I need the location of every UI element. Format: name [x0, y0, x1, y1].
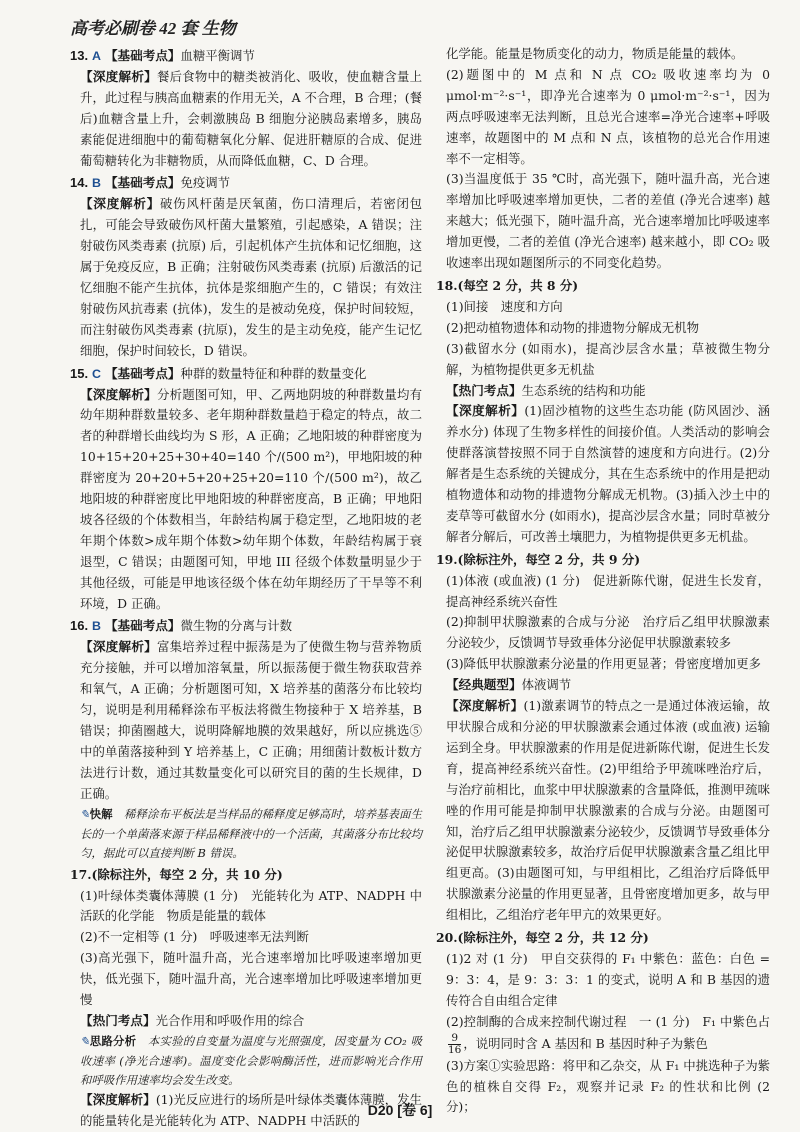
- q14-number: 14.: [70, 175, 89, 191]
- q17-hot-topic-text: 光合作用和呼吸作用的综合: [155, 1012, 305, 1028]
- q13-analysis-label: 【深度解析】: [80, 69, 158, 84]
- q13-number: 13.: [70, 48, 89, 63]
- q17-analysis-label: 【深度解析】: [80, 1092, 156, 1107]
- q20-answer-2: [436, 1012, 770, 1056]
- q20-fraction-denominator: 16: [448, 1043, 462, 1056]
- q16-tip-title: 快解: [89, 808, 113, 821]
- q14-analysis: [70, 194, 422, 361]
- q13-analysis: [70, 67, 422, 172]
- q16-answer: B: [92, 619, 101, 634]
- q15-analysis: [70, 385, 422, 615]
- q14-analysis-label: 【深度解析】: [80, 197, 161, 212]
- q18-answer-2: (2)把动植物遗体和动物的排遗物分解成无机物: [446, 319, 699, 335]
- q14-answer: B: [92, 176, 101, 191]
- page-footer: D20 [卷 6]: [367, 1102, 433, 1118]
- q14-analysis-text: 破伤风杆菌是厌氧菌，伤口清理后，若密闭包扎，可能会导致破伤风杆菌大量繁殖，引起感染，A 错误；注射破伤风类毒素 (抗原) 后，引起机体产生抗体和记忆细胞，这属于免疫反应，B 正确；注射破伤风类毒素 (抗原) 后激活的记忆细胞不能产生抗体，抗体是浆细胞产生的，C 错误；有效注射破伤风抗毒素 (抗体)，发生的是被动免疫，保护时间较短，而注射破伤风类毒素 (抗原)，发生的是主动免疫，能产生记忆细胞，保护时间较长，D 错误。: [80, 196, 423, 358]
- q19-heading: 19.(除标注外，每空 2 分，共 9 分): [436, 551, 641, 567]
- q13-topic: 血糖平衡调节: [180, 48, 255, 63]
- q16-tip-text: 稀释涂布平板法是当样品的稀释度足够高时，培养基表面生长的一个单菌落来源于样品稀释液中的一个活菌，其菌落分布比较均匀，据此可以直接判断 B 错误。: [80, 806, 422, 860]
- page-header: 高考必刷卷 42 套 生物: [70, 19, 236, 38]
- left-column: [70, 44, 422, 1132]
- q16-analysis-label: 【深度解析】: [80, 640, 158, 655]
- q18-analysis-text: (1)固沙植物的这些生态功能 (防风固沙、涵养水分) 体现了生物多样性的间接价值。人类活动的影响会使群落演替按照不同于自然演替的速度和方向进行。(2)分解者是生态系统的关键成分，其在生态系统中的作用是把动植物遗体和动物的排遗物分解成无机物。(3)插入沙土中的麦草等可截留水分 (如雨水)，提高沙层含水量；同时草被分解者分解后，可改善土壤肥力，为植物提供更多无机盐。: [446, 403, 771, 544]
- q19-classic-topic: [436, 675, 770, 696]
- q20-fraction-numerator: 9: [448, 1033, 461, 1045]
- q13-heading: [70, 46, 422, 67]
- q18-heading: 18.(每空 2 分，共 8 分): [436, 277, 579, 293]
- q18-hot-topic: [436, 381, 770, 402]
- q18-analysis-label: 【深度解析】: [446, 404, 525, 419]
- q16-topic: 微生物的分离与计数: [180, 618, 293, 634]
- q17-answer-1: (1)叶绿体类囊体薄膜 (1 分) 光能转化为 ATP、NADPH 中活跃的化学能 物质是能量的载体: [80, 887, 422, 924]
- q13-answer: A: [92, 49, 101, 63]
- q19-answer-2: (2)抑制甲状腺激素的合成与分泌 治疗后乙组甲状腺激素分泌较少，反馈调节导致垂体分泌促甲状腺激素较多: [446, 614, 770, 651]
- q15-analysis-label: 【深度解析】: [80, 387, 158, 402]
- q18-answer-3: (3)截留水分 (如雨水)，提高沙层含水量；草被微生物分解，为植物提供更多无机盐: [446, 340, 770, 377]
- q20-answer-3: (3)方案①实验思路：将甲和乙杂交，从 F₁ 中挑选种子为紫色的植株自交得 F₂，观察并记录 F₂ 的性状和比例 (2 分)；: [446, 1057, 770, 1115]
- q17-think-text: 本实验的自变量为温度与光照强度，因变量为 CO₂ 吸收速率 (净光合速率)。温度变化会影响酶活性，进而影响光合作用和呼吸作用速率均会发生改变。: [80, 1033, 422, 1087]
- q17-hot-topic: [70, 1011, 422, 1032]
- q15-answer: C: [92, 366, 101, 381]
- q19-answer-3: (3)降低甲状腺激素分泌量的作用更显著；骨密度增加更多: [446, 656, 761, 672]
- q17-answer-3: (3)高光强下，随叶温升高，光合速率增加比呼吸速率增加更快，低光强下，随叶温升高，光合速率增加比呼吸速率增加更慢: [80, 950, 422, 1008]
- q19-classic-topic-text: 体液调节: [521, 677, 572, 693]
- q17-hot-tag: 【热门考点】: [80, 1013, 156, 1028]
- q15-tag: 【基础考点】: [104, 366, 181, 381]
- q17-cont-3: (3)当温度低于 35 ℃时，高光强下，随叶温升高，光合速率增加比呼吸速率增加更快，二者的差值 (净光合速率) 越来越大；低光强下，随叶温升高，光合速率增加比呼吸速率增加更慢，二者的差值 (净光合速率) 越来越小，即 CO₂ 吸收速率出现如题图所示的不同变化趋势。: [446, 171, 770, 271]
- q18-answer-1: (1)间接 速度和方向: [446, 298, 563, 314]
- q18-hot-tag: 【热门考点】: [446, 383, 522, 398]
- q19-classic-tag: 【经典题型】: [446, 678, 522, 693]
- q17-analysis-text: (1)光反应进行的场所是叶绿体类囊体薄膜，发生的能量转化是光能转化为 ATP、NADPH 中活跃的: [80, 1091, 422, 1128]
- q17-cont-1: 化学能。能量是物质变化的动力，物质是能量的载体。: [446, 46, 744, 61]
- q18-hot-topic-text: 生态系统的结构和功能: [521, 382, 646, 398]
- right-column: [436, 44, 770, 1118]
- q20-answer-2a: (2)控制酶的合成来控制代谢过程 一 (1 分) F₁ 中紫色占: [446, 1013, 770, 1029]
- q15-number: 15.: [70, 365, 89, 381]
- q16-analysis: [70, 637, 422, 804]
- q20-heading: 20.(除标注外，每空 2 分，共 12 分): [436, 930, 649, 946]
- q13-tag: 【基础考点】: [104, 49, 181, 63]
- q16-heading: [70, 616, 422, 637]
- q14-tag: 【基础考点】: [104, 176, 181, 191]
- q14-topic: 免疫调节: [180, 175, 231, 191]
- q17-think-title: 思路分析: [89, 1035, 137, 1048]
- q15-analysis-text: 分析题图可知，甲、乙两地阴坡的种群数量均有幼年期种群数量较多、老年期种群数量趋于稳定的特点，故二者的种群增长曲线均为 S 形，A 正确；乙地阳坡的种群密度为 10+15+20+25+30+40=140 个/(500 m²)，甲地阳坡的种群密度为 20+20+5+20+25+20=110 个/(500 m²)，故乙地阳坡的种群密度比甲地阳坡的种群密度高，B 正确；甲地阳坡各径级的个体数相当，年龄结构属于稳定型，乙地阳坡的老年期个体数>成年期个体数>幼年期个体数，年龄结构属于衰退型，C 错误；由题图可知，甲地 III 径级个体数量明显少于其他径级，可能是甲地该径级个体在幼年期经历了干旱等不利环境，D 正确。: [80, 386, 423, 611]
- q19-analysis-label: 【深度解析】: [446, 699, 524, 714]
- q15-topic: 种群的数量特征和种群的数量变化: [180, 365, 367, 381]
- q17-answer-2: (2)不一定相等 (1 分) 呼吸速率无法判断: [80, 929, 309, 945]
- pencil-icon: ✎: [80, 1033, 90, 1048]
- q19-analysis-text: (1)激素调节的特点之一是通过体液运输，故甲状腺合成和分泌的甲状腺激素会通过体液 (或血液) 运输运到全身。甲状腺激素的作用是促进新陈代谢，促进生长发育，提高神经系统兴奋性。(2)甲组给予甲巯咪唑治疗后，与治疗前相比，血浆中甲状腺激素的含量降低，推测甲巯咪唑的作用可能是抑制甲状腺激素的合成与分泌。由题图可知，治疗后乙组甲状腺激素分泌较少，反馈调节导致垂体分泌促甲状腺激素较多，故治疗后促甲状腺激素含量乙组比甲组更高。(3)由题图可知，与甲组相比，乙组治疗后降低甲状腺激素分泌量的作用更显著，且骨密度增加更多，故与甲组相比，乙组治疗老年甲亢的效果更好。: [446, 698, 770, 923]
- q16-analysis-text: 富集培养过程中振荡是为了使微生物与营养物质充分接触，并可以增加溶氧量，所以振荡便于微生物获取营养和氧气，A 正确；分析题图可知，X 培养基的菌落分布比较均匀，说明是利用稀释涂布平板法将微生物接种于 X 培养基，B 错误；抑菌圈越大，说明降解地膜的效果越好，所以应挑选⑤中的单菌落接种到 Y 培养基上，C 正确；用细菌计数板计数方法进行计数，通过其数量变化可以研究目的菌的生长规律，D 正确。: [80, 639, 423, 801]
- q18-analysis: [436, 401, 770, 547]
- q17-heading: 17.(除标注外，每空 2 分，共 10 分): [70, 866, 283, 882]
- q14-heading: [70, 173, 422, 194]
- q17-think: [70, 1032, 422, 1090]
- q13-analysis-text: 餐后食物中的糖类被消化、吸收，使血糖含量上升，此过程与胰高血糖素的作用无关，A 不合理，B 合理；(餐后)血糖含量上升，会刺激胰岛 B 细胞分泌胰岛素增多，胰岛素能促进细胞中的葡萄糖氧化分解、促进肝糖原的合成、促进葡萄糖转化为非糖物质，从而降低血糖，C、D 合理。: [80, 68, 423, 168]
- q19-analysis: [436, 696, 770, 926]
- q16-tip: [70, 805, 422, 863]
- q16-number: 16.: [70, 618, 89, 634]
- pencil-icon: ✎: [80, 806, 90, 821]
- q15-heading: [70, 364, 422, 385]
- q20-fraction: [448, 1033, 461, 1056]
- q20-answer-1: (1)2 对 (1 分) 甲自交获得的 F₁ 中紫色：蓝色：白色 = 9：3：4，是 9：3：3：1 的变式，说明 A 和 B 基因的遗传符合自由组合定律: [446, 950, 770, 1008]
- q17-cont-2: (2)题图中的 M 点和 N 点 CO₂ 吸收速率均为 0 μmol·m⁻²·s⁻¹，即净光合速率为 0 μmol·m⁻²·s⁻¹，因为两点呼吸速率无法判断，且总光合速率=净光合速率+呼吸速率，故题图中的 M 点和 N 点，该植物的总光合作用速率不一定相等。: [446, 66, 770, 166]
- q20-answer-2b: ，说明同时含 A 基因和 B 基因时种子为紫色: [463, 1035, 708, 1051]
- q19-answer-1: (1)体液 (或血液) (1 分) 促进新陈代谢，促进生长发育，提高神经系统兴奋性: [446, 572, 770, 609]
- q16-tag: 【基础考点】: [104, 619, 181, 634]
